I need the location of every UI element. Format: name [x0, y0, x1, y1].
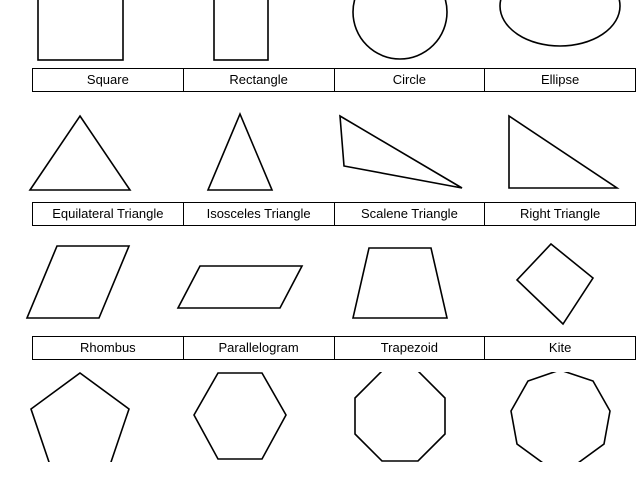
shape-label-trapezoid: Trapezoid	[335, 337, 486, 359]
kite-shape	[505, 238, 615, 330]
rhombus-shape	[15, 238, 145, 330]
shape-cell-trapezoid	[320, 238, 480, 330]
shape-cell-kite	[480, 238, 640, 330]
parallelogram-shape	[170, 238, 310, 330]
label-strip-3	[32, 336, 636, 360]
right-triangle-shape	[495, 104, 625, 196]
shape-cell-circle	[320, 0, 480, 62]
shape-label-square: Square	[33, 69, 184, 91]
shape-strip-3	[0, 238, 640, 330]
shape-cell-rectangle	[160, 0, 320, 62]
shape-strip-2	[0, 104, 640, 196]
shape-strip-1	[0, 0, 640, 62]
shape-cell-right-triangle	[480, 104, 640, 196]
shape-cell-ellipse	[480, 0, 640, 62]
shape-row-quadrilaterals-and-curves	[0, 0, 640, 92]
shape-label-equilateral-triangle: Equilateral Triangle	[33, 203, 184, 225]
shape-row-triangles	[0, 104, 640, 226]
shape-cell-parallelogram	[160, 238, 320, 330]
shape-label-right-triangle: Right Triangle	[520, 206, 601, 221]
equilateral-triangle-shape	[20, 104, 140, 196]
shape-cell-scalene-triangle	[320, 104, 480, 196]
circle-shape	[345, 0, 455, 62]
scalene-triangle-shape	[330, 104, 470, 196]
trapezoid-shape	[335, 238, 465, 330]
hexagon-shape	[185, 372, 295, 462]
shape-cell-square	[0, 0, 160, 62]
shape-cell-rhombus	[0, 238, 160, 330]
shape-label-rhombus: Rhombus	[33, 337, 184, 359]
shape-label-ellipse: Ellipse	[540, 72, 580, 87]
shape-label-parallelogram: Parallelogram	[184, 337, 335, 359]
label-strip-1	[32, 68, 636, 92]
shape-cell-isosceles-triangle	[160, 104, 320, 196]
ellipse-shape	[495, 0, 625, 62]
shape-cell-pentagon	[0, 372, 160, 462]
label-strip-2	[32, 202, 636, 226]
shape-cell-equilateral-triangle	[0, 104, 160, 196]
octagon-shape	[345, 372, 455, 462]
shape-cell-hexagon	[160, 372, 320, 462]
shape-label-scalene-triangle: Scalene Triangle	[335, 203, 486, 225]
shape-row-parallelograms	[0, 238, 640, 360]
shape-cell-nonagon	[480, 372, 640, 462]
nonagon-shape	[505, 372, 615, 462]
pentagon-shape	[25, 372, 135, 462]
shape-label-isosceles-triangle: Isosceles Triangle	[184, 203, 335, 225]
shape-cell-octagon	[320, 372, 480, 462]
shape-label-rectangle: Rectangle	[184, 69, 335, 91]
shape-strip-4	[0, 372, 640, 462]
shape-label-kite: Kite	[548, 340, 572, 355]
square-shape	[25, 0, 135, 62]
isosceles-triangle-shape	[180, 104, 300, 196]
rectangle-shape	[185, 0, 295, 62]
shape-row-polygons	[0, 372, 640, 462]
shape-label-circle: Circle	[335, 69, 486, 91]
